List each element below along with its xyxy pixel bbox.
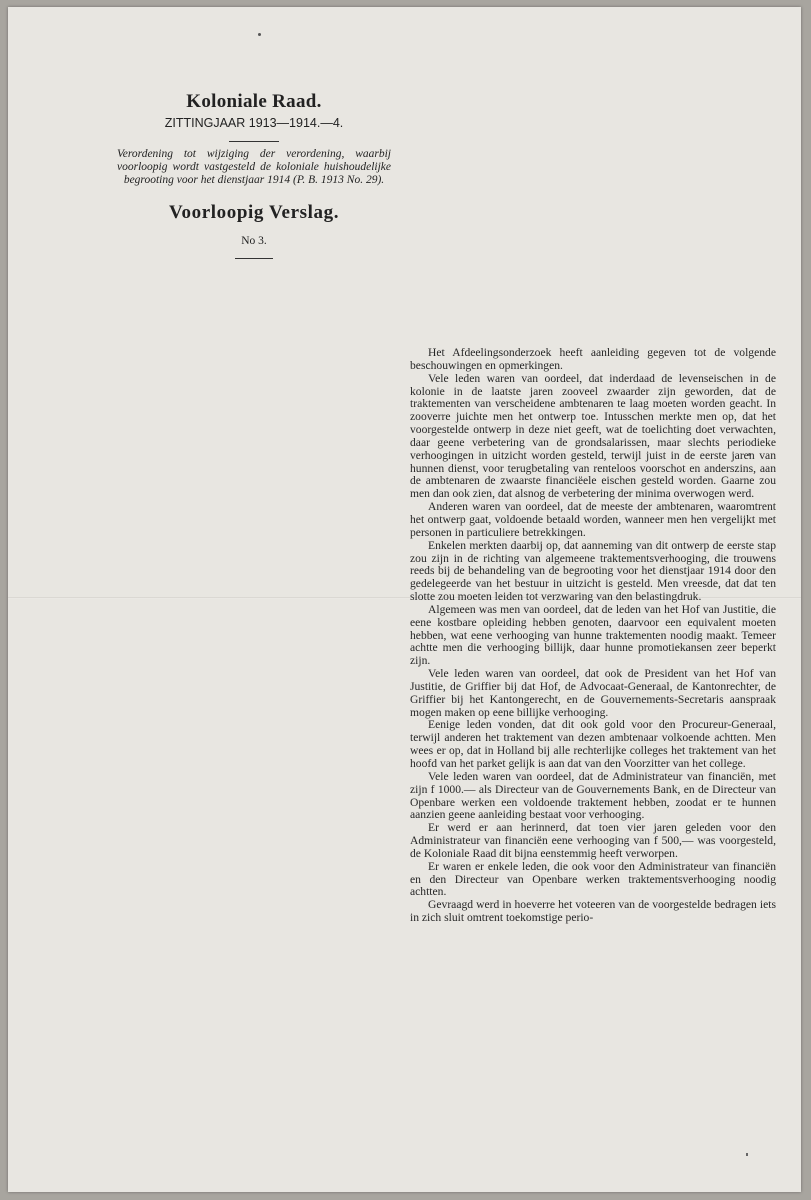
body-paragraph: Eenige leden vonden, dat dit ook gold voor den Procureur-Generaal, terwijl anderen het traktement van dezen ambtenaar volkoende achtten. Men wees er op, dat in Holland bij alle rechterlijke colleges het traktement van het hoofd van het parket gelijk is aan dat van den Voorzitter van het college.	[410, 718, 776, 770]
session-year: ZITTINGJAAR 1913—1914.—4.	[164, 116, 344, 130]
divider-rule	[229, 141, 279, 142]
body-paragraph: Er waren er enkele leden, die ook voor den Administrateur van financiën en den Directeur van Openbare werken traktementsverhooging noodig achtten.	[410, 859, 776, 899]
body-paragraph: Vele leden waren van oordeel, dat de Administrateur van financiën, met zijn f 1000.— als Directeur van de Gouvernements Bank, en de Directeur van Openbare werken een voldoende traktement hebben, zoodat er te hunnen aanzien geene aanleiding bestaat voor verhooging.	[410, 769, 776, 822]
body-paragraph: Anderen waren van oordeel, dat de meeste der ambtenaren, waaromtrent het ontwerp gaat, voldoende betaald worden, wanneer men hen vergelijkt met personen in particuliere betrekkingen.	[410, 500, 776, 539]
report-body	[410, 347, 776, 925]
body-paragraph: Gevraagd werd in hoeverre het voteeren van de voorgestelde bedragen iets in zich sluit omtrent toekomstige perio-	[410, 898, 776, 925]
body-paragraph: Er werd er aan herinnerd, dat toen vier jaren geleden voor den Administrateur van financiën eene verhooging van f 500,— was voorgesteld, de Koloniale Raad dit bijna eenstemmig heeft verworpen.	[410, 821, 776, 860]
ink-speck	[258, 33, 261, 36]
document-page	[8, 7, 801, 1192]
body-paragraph: Het Afdeelingsonderzoek heeft aanleiding gegeven tot de volgende beschouwingen en opmerkingen.	[410, 346, 776, 372]
ordinance-subject: Verordening tot wijziging der verordening, waarbij voorloopig wordt vastgesteld de koloniale huishoudelijke begrooting voor het dienstjaar 1914 (P. B. 1913 No. 29).	[117, 148, 391, 187]
document-header	[113, 91, 395, 259]
report-number: No 3.	[241, 234, 267, 247]
council-title: Koloniale Raad.	[186, 91, 322, 112]
body-paragraph: Enkelen merkten daarbij op, dat aanneming van dit ontwerp de eerste stap zou zijn in de richting van algemeene traktementsverhooging, die trouwens reeds bij de behandeling van de begrooting voor het dienstjaar 1914 door den gedelegeerde van het bestuur in uitzicht is gesteld. Men vreesde, dat dat ten slotte zou moeten leiden tot verzwaring van den belastingdruk.	[410, 538, 776, 604]
body-paragraph: Vele leden waren van oordeel, dat inderdaad de levenseischen in de kolonie in de laatste jaren zooveel zwaarder zijn geworden, dat de traktementen van verscheidene ambtenaren te laag moeten worden geacht. In zooverre juichte men het ontwerp toe. Intusschen merkte men op, dat het voorgestelde ontwerp in deze niet geeft, wat de toelichting doet verwachten, daar geene verbetering van de grondsalarissen, maar slechts periodieke verhoogingen in uitzicht worden gesteld, terwijl juist in de eerste jaren van hunnen dienst, voor terugbetaling van renteloos voorschot en anderszins, aan de ambtenaren de zwaarste financiëele eischen gesteld worden. Gaarne zou men dan ook zien, dat alsnog de verbetering der minima overwogen werd.	[410, 371, 776, 501]
report-title: Voorloopig Verslag.	[168, 201, 340, 223]
ink-speck	[746, 1153, 748, 1156]
divider-rule	[235, 258, 273, 259]
body-paragraph: Vele leden waren van oordeel, dat ook de President van het Hof van Justitie, de Griffier bij dat Hof, de Advocaat-Generaal, de Kantonrechter, de Griffier bij het Kantongerecht, en de Gouvernements-Secretaris aanspraak mogen maken op eene billijke verhooging.	[410, 667, 776, 719]
body-paragraph: Algemeen was men van oordeel, dat de leden van het Hof van Justitie, die eene kostbare opleiding hebben genoten, daarvoor een equivalent moeten hebben, wat eene verhooging van hunne traktementen noodig maakt. Temeer achtte men die verhooging billijk, daar hunne promotiekansen zeer beperkt zijn.	[410, 602, 776, 668]
